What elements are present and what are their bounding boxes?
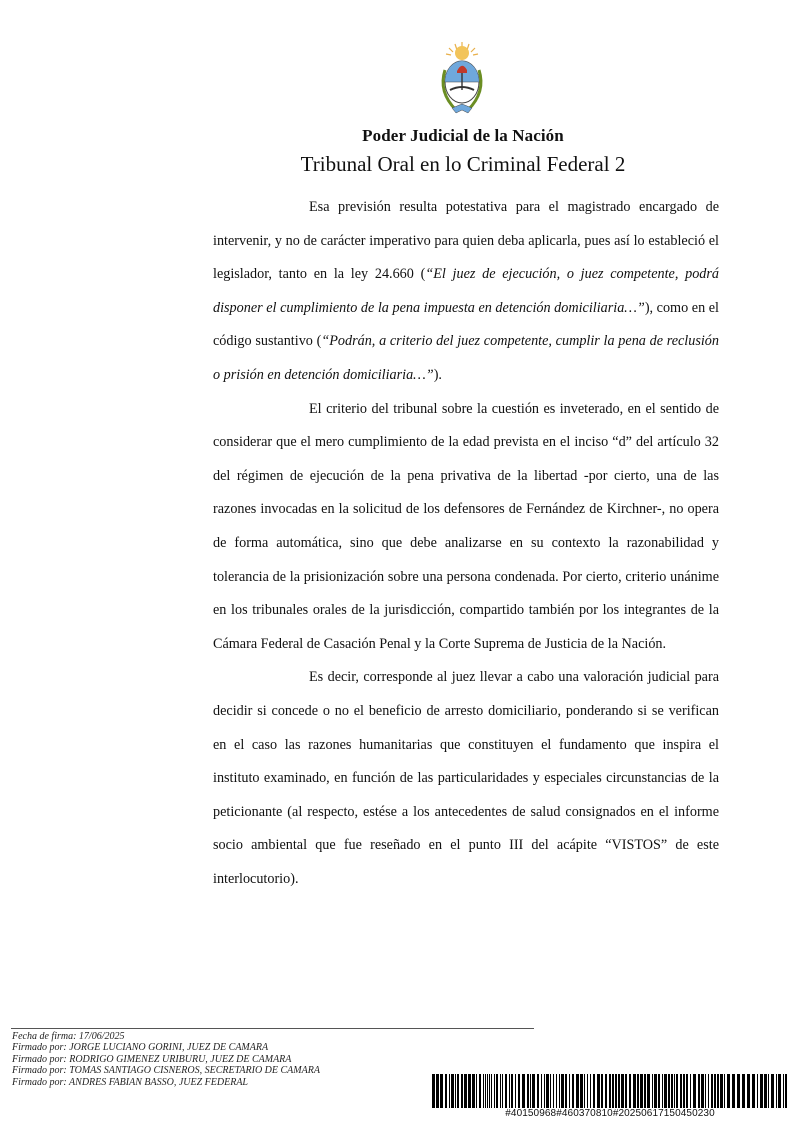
- barcode-bar: [472, 1074, 475, 1108]
- barcode-bar: [532, 1074, 535, 1108]
- barcode-bar: [612, 1074, 614, 1108]
- barcode-bar: [615, 1074, 617, 1108]
- barcode-bar: [618, 1074, 620, 1108]
- barcode-bar: [705, 1074, 706, 1108]
- signature-divider: [11, 1028, 534, 1029]
- barcode-bar: [509, 1074, 510, 1108]
- barcode-bar: [559, 1074, 560, 1108]
- barcode-bar: [491, 1074, 492, 1108]
- barcode-bar: [701, 1074, 704, 1108]
- signature-line: Firmado por: JORGE LUCIANO GORINI, JUEZ DE CAMARA: [12, 1042, 269, 1054]
- barcode-bar: [601, 1074, 603, 1108]
- barcode-bar: [515, 1074, 516, 1108]
- barcode-bar: [590, 1074, 591, 1108]
- barcode-bar: [674, 1074, 675, 1108]
- barcode-bar: [593, 1074, 595, 1108]
- barcode-bar: [609, 1074, 611, 1108]
- barcode-bar: [676, 1074, 678, 1108]
- paragraph-1-text-c: ).: [433, 366, 442, 383]
- barcode-bar: [671, 1074, 673, 1108]
- quote-ley-24660: “El juez de ejecución, o juez competente, podrá disponer el cumplimiento de la pena impuesta en detención domiciliaria…”: [213, 266, 720, 316]
- barcode-bar: [605, 1074, 607, 1108]
- judiciary-name: Poder Judicial de la Nación: [362, 126, 564, 145]
- signature-line: Firmado por: TOMAS SANTIAGO CISNEROS, SECRETARIO DE CAMARA: [12, 1065, 320, 1077]
- barcode-bar: [511, 1074, 513, 1108]
- barcode-bar: [584, 1074, 585, 1108]
- barcode-bar: [686, 1074, 688, 1108]
- barcode-bar: [479, 1074, 481, 1108]
- paragraph-1-text-a: Esa previsión resulta potestativa para el magistrado encargado de intervenir, y no de carácter imperativo para quien deba aplicarla, pues así lo estableció el legislador, tanto en la ley 24.660 (: [213, 199, 719, 283]
- paragraph-1: [213, 191, 719, 393]
- sun-disk: [455, 46, 469, 60]
- barcode-bar: [572, 1074, 574, 1108]
- barcode-bar: [662, 1074, 663, 1108]
- barcode-bar: [711, 1074, 713, 1108]
- barcode-bar: [461, 1074, 463, 1108]
- barcode-bar: [487, 1074, 488, 1108]
- barcode-bar: [476, 1074, 477, 1108]
- barcode-bar: [783, 1074, 784, 1108]
- barcode-bar: [760, 1074, 763, 1108]
- quote-codigo-sustantivo: “Podrán, a criterio del juez competente, cumplir la pena de reclusión o prisión en detención domiciliaria…”: [213, 333, 719, 383]
- barcode-bar: [597, 1074, 600, 1108]
- barcode-bar: [654, 1074, 657, 1108]
- barcode-bar: [455, 1074, 456, 1108]
- barcode-bar: [440, 1074, 443, 1108]
- barcode-bar: [500, 1074, 501, 1108]
- barcode-bar: [546, 1074, 549, 1108]
- court-name: Tribunal Oral en lo Criminal Federal 2: [300, 152, 626, 176]
- barcode-bar: [489, 1074, 490, 1108]
- document-body: [213, 191, 719, 896]
- barcode-bar: [457, 1074, 459, 1108]
- barcode-bar: [569, 1074, 570, 1108]
- barcode-bar: [580, 1074, 583, 1108]
- ribbon: [452, 104, 472, 113]
- argentina-coat-of-arms-icon: [436, 40, 488, 116]
- signature-line: Firmado por: ANDRES FABIAN BASSO, JUEZ FEDERAL: [12, 1076, 248, 1088]
- barcode-bar: [664, 1074, 667, 1108]
- barcode-bar: [633, 1074, 636, 1108]
- barcode-bar: [690, 1074, 691, 1108]
- barcode-bar: [629, 1074, 631, 1108]
- barcode-bar: [483, 1074, 484, 1108]
- barcode-bar: [625, 1074, 627, 1108]
- paragraph-1-text-b: ), como en el código sustantivo (: [213, 299, 719, 350]
- barcode-bar: [556, 1074, 557, 1108]
- barcode-bar: [587, 1074, 588, 1108]
- signature-line: Firmado por: RODRIGO GIMENEZ URIBURU, JUEZ DE CAMARA: [12, 1053, 292, 1065]
- barcode-bar: [693, 1074, 696, 1108]
- barcode-bar: [436, 1074, 439, 1108]
- barcode-bar: [752, 1074, 755, 1108]
- barcode-bar: [561, 1074, 564, 1108]
- barcode-bar: [720, 1074, 723, 1108]
- barcode-bar: [658, 1074, 660, 1108]
- barcode-bar: [537, 1074, 539, 1108]
- barcode-bar: [565, 1074, 567, 1108]
- barcode-bar: [621, 1074, 624, 1108]
- barcode-bar: [778, 1074, 781, 1108]
- barcode-bar: [652, 1074, 653, 1108]
- barcode-bar: [468, 1074, 471, 1108]
- barcode-bar: [776, 1074, 777, 1108]
- barcode-bar: [747, 1074, 750, 1108]
- barcode-bar: [768, 1074, 769, 1108]
- barcode-bar: [464, 1074, 467, 1108]
- barcode-bar: [727, 1074, 730, 1108]
- paragraph-3: Es decir, corresponde al juez llevar a cabo una valoración judicial para decidir si concede o no el beneficio de arresto domiciliario, ponderando si se verifican en el caso las razones humanitarias que constituyen el fundamento que inspira el instituto examinado, en función de las particularidades y especiales circunstancias de la peticionante (al respecto, estése a los antecedentes de salud consignados en el informe socio ambiental que fue reseñado en el punto III del acápite “VISTOS” de este interlocutorio).: [213, 669, 719, 887]
- barcode-bar: [771, 1074, 774, 1108]
- barcode-bar: [737, 1074, 740, 1108]
- barcode-bar: [451, 1074, 454, 1108]
- barcode-bar: [553, 1074, 554, 1108]
- barcode-bar: [724, 1074, 725, 1108]
- barcode-bar: [764, 1074, 767, 1108]
- barcode-bar: [505, 1074, 507, 1108]
- barcode-bar: [530, 1074, 531, 1108]
- barcode-bar: [432, 1074, 435, 1108]
- barcode-bar: [742, 1074, 745, 1108]
- barcode-icon: [432, 1074, 788, 1108]
- barcode-bar: [757, 1074, 758, 1108]
- barcode-bar: [527, 1074, 529, 1108]
- barcode-bar: [449, 1074, 450, 1108]
- barcode-bar: [544, 1074, 545, 1108]
- barcode-bar: [522, 1074, 525, 1108]
- barcode-bar: [576, 1074, 579, 1108]
- barcode-bar: [680, 1074, 682, 1108]
- barcode-bar: [502, 1074, 503, 1108]
- signature-date: Fecha de firma: 17/06/2025: [12, 1031, 125, 1042]
- barcode-bar: [550, 1074, 551, 1108]
- barcode-bar: [496, 1074, 498, 1108]
- barcode-bar: [683, 1074, 685, 1108]
- barcode-bar: [714, 1074, 716, 1108]
- barcode-bar: [445, 1074, 447, 1108]
- barcode-bar: [647, 1074, 650, 1108]
- signature-block: [12, 1031, 320, 1088]
- barcode-number: #40150968#460370810#20250617150450230: [505, 1108, 715, 1119]
- barcode-bar: [640, 1074, 643, 1108]
- barcode-bar: [644, 1074, 646, 1108]
- barcode-bar: [518, 1074, 520, 1108]
- barcode-bar: [698, 1074, 700, 1108]
- barcode-bar: [541, 1074, 542, 1108]
- barcode-bar: [785, 1074, 787, 1108]
- barcode-bar: [485, 1074, 486, 1108]
- barcode-bar: [732, 1074, 735, 1108]
- barcode-bar: [637, 1074, 639, 1108]
- barcode-bar: [668, 1074, 670, 1108]
- barcode-bar: [494, 1074, 495, 1108]
- barcode-bar: [717, 1074, 719, 1108]
- paragraph-2: El criterio del tribunal sobre la cuestión es inveterado, en el sentido de considerar que el mero cumplimiento de la edad prevista en el inciso “d” del artículo 32 del régimen de ejecución de la pena privativa de la libertad -por cierto, una de las razones invocadas en la solicitud de los defensores de Fernández de Kirchner-, no opera de forma automática, sino que debe analizarse en su contexto la razonabilidad y tolerancia de la prisionización sobre una persona condenada. Por cierto, criterio unánime en los tribunales orales de la jurisdicción, compartido también por los integrantes de la Cámara Federal de Casación Penal y la Corte Suprema de Justicia de la Nación.: [213, 400, 719, 652]
- barcode-bar: [708, 1074, 709, 1108]
